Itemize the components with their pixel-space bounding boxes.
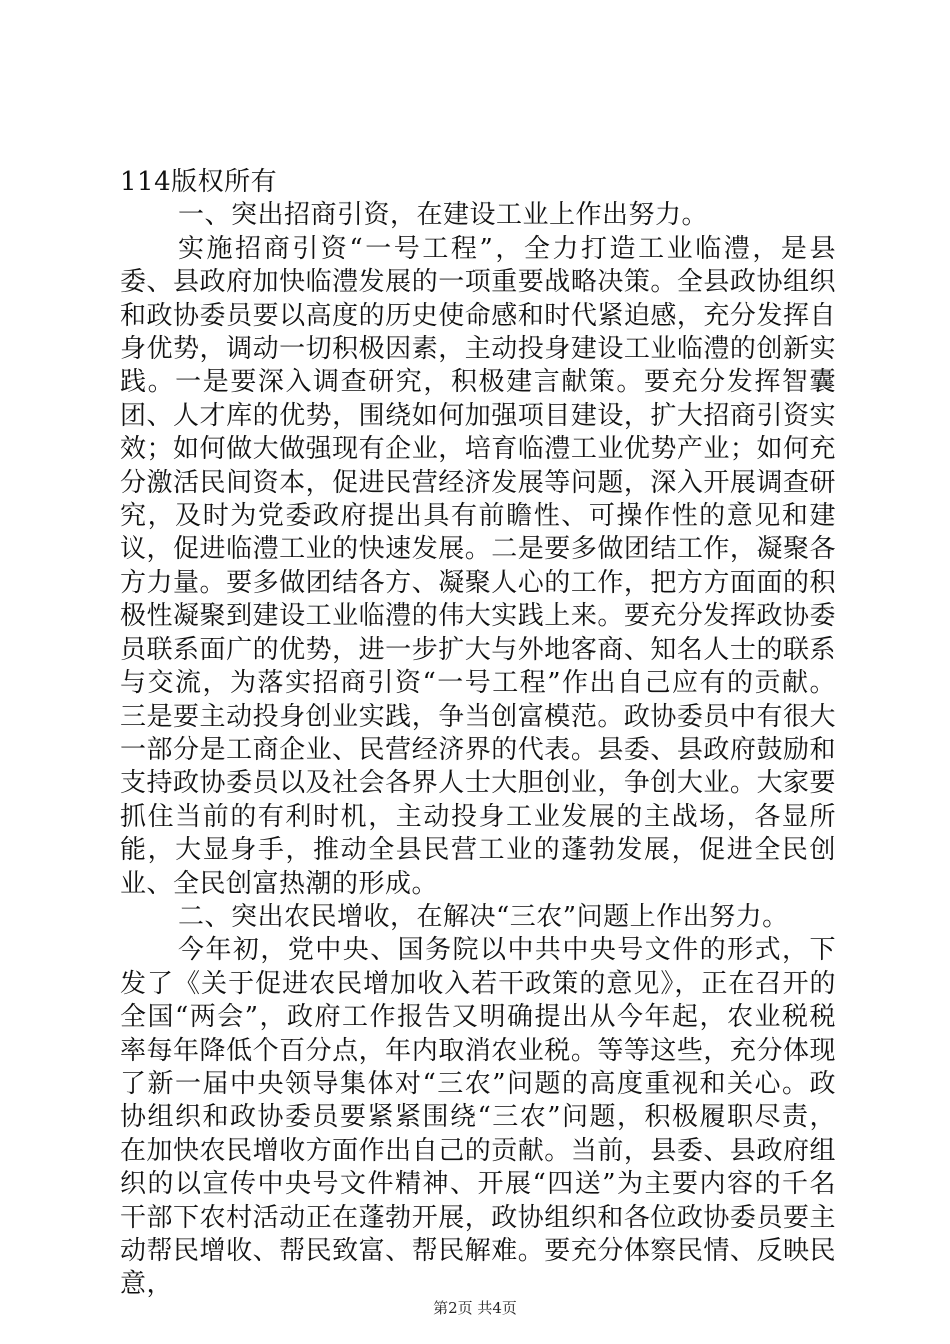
body-paragraph-2: 今年初，党中央、国务院以中共中央号文件的形式，下发了《关于促进农民增加收入若干政策的意见》，正在召开的全国“两会”，政府工作报告又明确提出从今年起，农业税税率每年降低个百分点，年内取消农业税。等等这些，充分体现了新一届中央领导集体对“三农”问题的高度重视和关心。政协组织和政协委员要紧紧围绕“三农”问题，积极履职尽责，在加快农民增收方面作出自己的贡献。当前，县委、县政府组织的以宣传中央号文件精神、开展“四送”为主要内容的千名干部下农村活动正在蓬勃开展，政协组织和各位政协委员要主动帮民增收、帮民致富、帮民解难。要充分体察民情、反映民意， (120, 935, 836, 1300)
page-footer: 第2页 共4页 (433, 1299, 517, 1317)
section-heading-1: 一、突出招商引资，在建设工业上作出努力。 (178, 200, 709, 231)
section-heading-2: 二、突出农民增收，在解决“三农”问题上作出努力。 (178, 901, 789, 932)
header-text: 114版权所有 (120, 167, 278, 197)
document-body (120, 166, 836, 1302)
body-paragraph-1: 实施招商引资“一号工程”，全力打造工业临澧，是县委、县政府加快临澧发展的一项重要战略决策。全县政协组织和政协委员要以高度的历史使命感和时代紧迫感，充分发挥自身优势，调动一切积极因素，主动投身建设工业临澧的创新实践。一是要深入调查研究，积极建言献策。要充分发挥智囊团、人才库的优势，围绕如何加强项目建设，扩大招商引资实效；如何做大做强现有企业，培育临澧工业优势产业；如何充分激活民间资本，促进民营经济发展等问题，深入开展调查研究，及时为党委政府提出具有前瞻性、可操作性的意见和建议，促进临澧工业的快速发展。二是要多做团结工作，凝聚各方力量。要多做团结各方、凝聚人心的工作，把方方面面的积极性凝聚到建设工业临澧的伟大实践上来。要充分发挥政协委员联系面广的优势，进一步扩大与外地客商、知名人士的联系与交流，为落实招商引资“一号工程”作出自己应有的贡献。三是要主动投身创业实践，争当创富模范。政协委员中有很大一部分是工商企业、民营经济界的代表。县委、县政府鼓励和支持政协委员以及社会各界人士大胆创业，争创大业。大家要抓住当前的有利时机，主动投身工业发展的主战场，各显所能，大显身手，推动全县民营工业的蓬勃发展，促进全民创业、全民创富热潮的形成。 (120, 233, 836, 899)
